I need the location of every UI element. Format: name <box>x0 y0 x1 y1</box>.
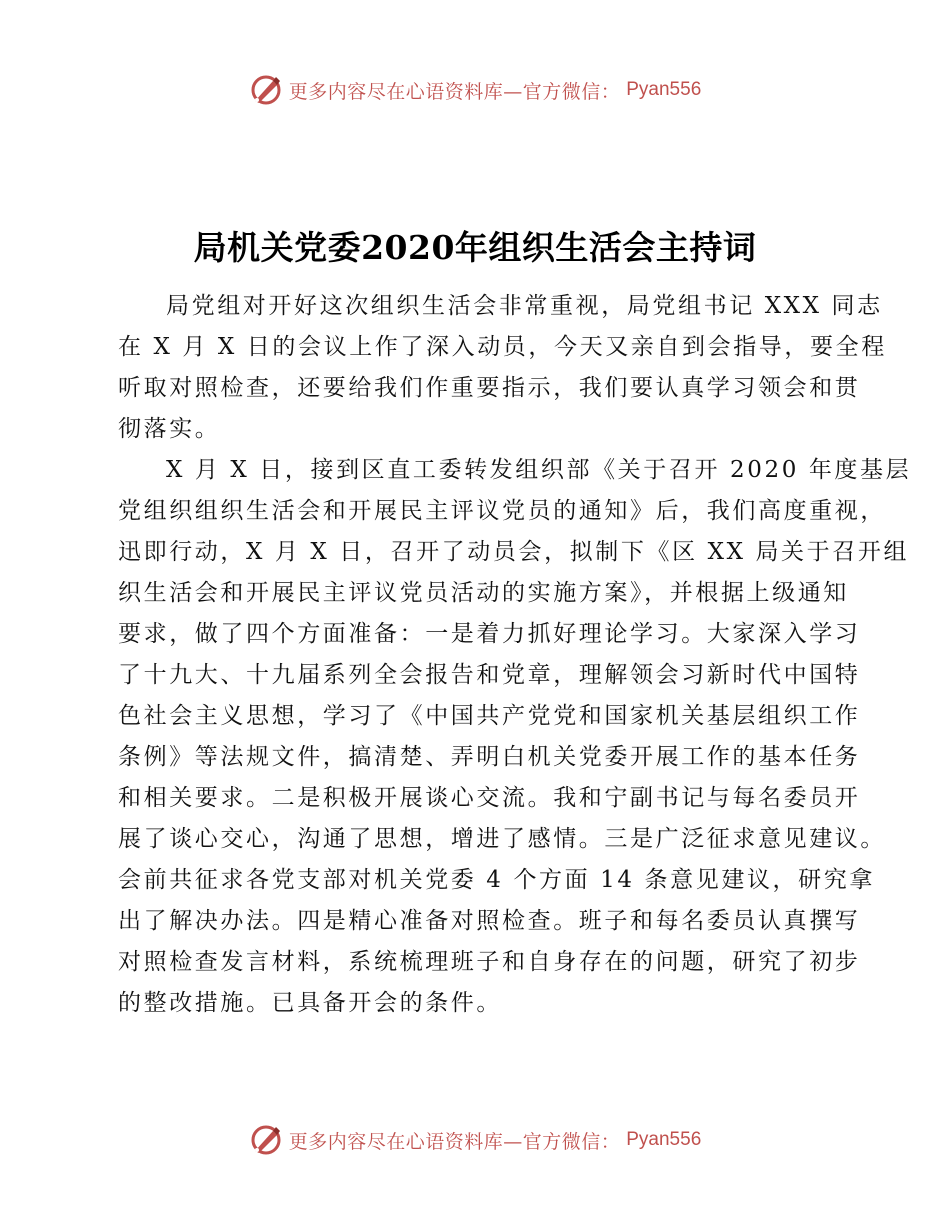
text-line: 的整改措施。已具备开会的条件。 <box>118 990 502 1016</box>
header-watermark <box>0 70 950 110</box>
document-title: 局机关党委2020年组织生活会主持词 <box>193 228 757 267</box>
text-line: 党组织组织生活会和开展民主评议党员的通知》后，我们高度重视， <box>118 498 886 524</box>
pen-logo-icon <box>249 73 283 107</box>
text-line: 条例》等法规文件，搞清楚、弄明白机关党委开展工作的基本任务 <box>118 744 861 770</box>
text-line: 色社会主义思想，学习了《中国共产党党和国家机关基层组织工作 <box>118 703 861 729</box>
text-line: 彻落实。 <box>118 416 221 442</box>
text-line: 对照检查发言材料，系统梳理班子和自身存在的问题，研究了初步 <box>118 949 861 975</box>
wechat-id: Pyan556 <box>626 79 702 100</box>
document-body <box>118 286 912 1024</box>
footer-watermark <box>0 1120 950 1160</box>
text-line: 局党组对开好这次组织生活会非常重视，局党组书记 XXX 同志 <box>166 293 883 319</box>
wechat-id: Pyan556 <box>626 1129 702 1150</box>
text-line: 和相关要求。二是积极开展谈心交流。我和宁副书记与每名委员开 <box>118 785 861 811</box>
paragraph-2 <box>118 450 912 1024</box>
text-line: 了十九大、十九届系列全会报告和党章，理解领会习新时代中国特 <box>118 662 861 688</box>
text-line: 听取对照检查，还要给我们作重要指示，我们要认真学习领会和贯 <box>118 375 861 401</box>
watermark-text: 更多内容尽在心语资料库—官方微信： <box>288 80 621 103</box>
paragraph-1 <box>118 286 887 450</box>
text-line: 出了解决办法。四是精心准备对照检查。班子和每名委员认真撰写 <box>118 908 861 934</box>
text-line: 展了谈心交心，沟通了思想，增进了感情。三是广泛征求意见建议。 <box>118 826 886 852</box>
text-line: 要求，做了四个方面准备：一是着力抓好理论学习。大家深入学习 <box>118 621 861 647</box>
text-line: X 月 X 日，接到区直工委转发组织部《关于召开 2020 年度基层 <box>166 457 912 483</box>
text-line: 迅即行动，X 月 X 日，召开了动员会，拟制下《区 XX 局关于召开组 <box>118 539 910 565</box>
text-line: 在 X 月 X 日的会议上作了深入动员，今天又亲自到会指导，要全程 <box>118 334 887 360</box>
text-line: 会前共征求各党支部对机关党委 4 个方面 14 条意见建议，研究拿 <box>118 867 875 893</box>
pen-logo-icon <box>249 1123 283 1157</box>
text-line: 织生活会和开展民主评议党员活动的实施方案》，并根据上级通知 <box>118 580 849 606</box>
watermark-text: 更多内容尽在心语资料库—官方微信： <box>288 1130 621 1153</box>
